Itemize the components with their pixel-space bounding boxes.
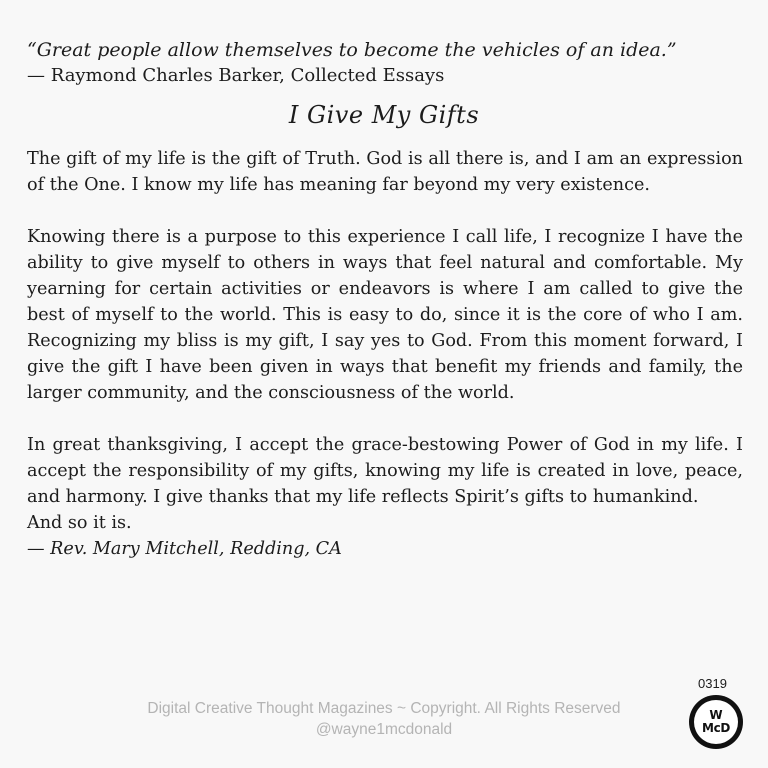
issue-code: 0319 — [698, 676, 727, 691]
author-signature: — Rev. Mary Mitchell, Redding, CA — [27, 539, 342, 559]
epigraph-quote: “Great people allow themselves to become the vehicles of an idea.” — [27, 39, 677, 61]
wmcd-logo — [689, 695, 743, 749]
epigraph-source: — Raymond Charles Barker, Collected Essays — [27, 65, 445, 86]
logo-letter-w: W — [709, 708, 723, 722]
paragraph-2: Knowing there is a purpose to this experience I call life, I recognize I have the ability to give myself to others in ways that feel natural and comfortable. My yearning for certain activities or endeavors is where I am called to give the best of myself to the world. This is easy to do, since it is the core of who I am. Recognizing my bliss is my gift, I say yes to God. From this moment forward, I give the gift I have been given in ways that benefit my friends and family, the larger community, and the consciousness of the world. — [27, 227, 743, 403]
logo-letters-mcd: McD — [701, 721, 731, 735]
treatment-body — [27, 146, 743, 562]
closing-line: And so it is. — [27, 513, 132, 533]
paragraph-1: The gift of my life is the gift of Truth. God is all there is, and I am an expression of the One. I know my life has meaning far beyond my very existence. — [27, 149, 743, 195]
paragraph-3: In great thanksgiving, I accept the grace-bestowing Power of God in my life. I accept the responsibility of my gifts, knowing my life is created in love, peace, and harmony. I give thanks that my life reflects Spirit’s gifts to humankind. — [27, 435, 743, 507]
page-title: I Give My Gifts — [288, 101, 480, 129]
social-handle: @wayne1mcdonald — [315, 721, 453, 738]
logo-badge — [694, 700, 738, 744]
copyright-footer — [0, 698, 768, 740]
copyright-text: Digital Creative Thought Magazines ~ Copyright. All Rights Reserved — [147, 700, 621, 717]
